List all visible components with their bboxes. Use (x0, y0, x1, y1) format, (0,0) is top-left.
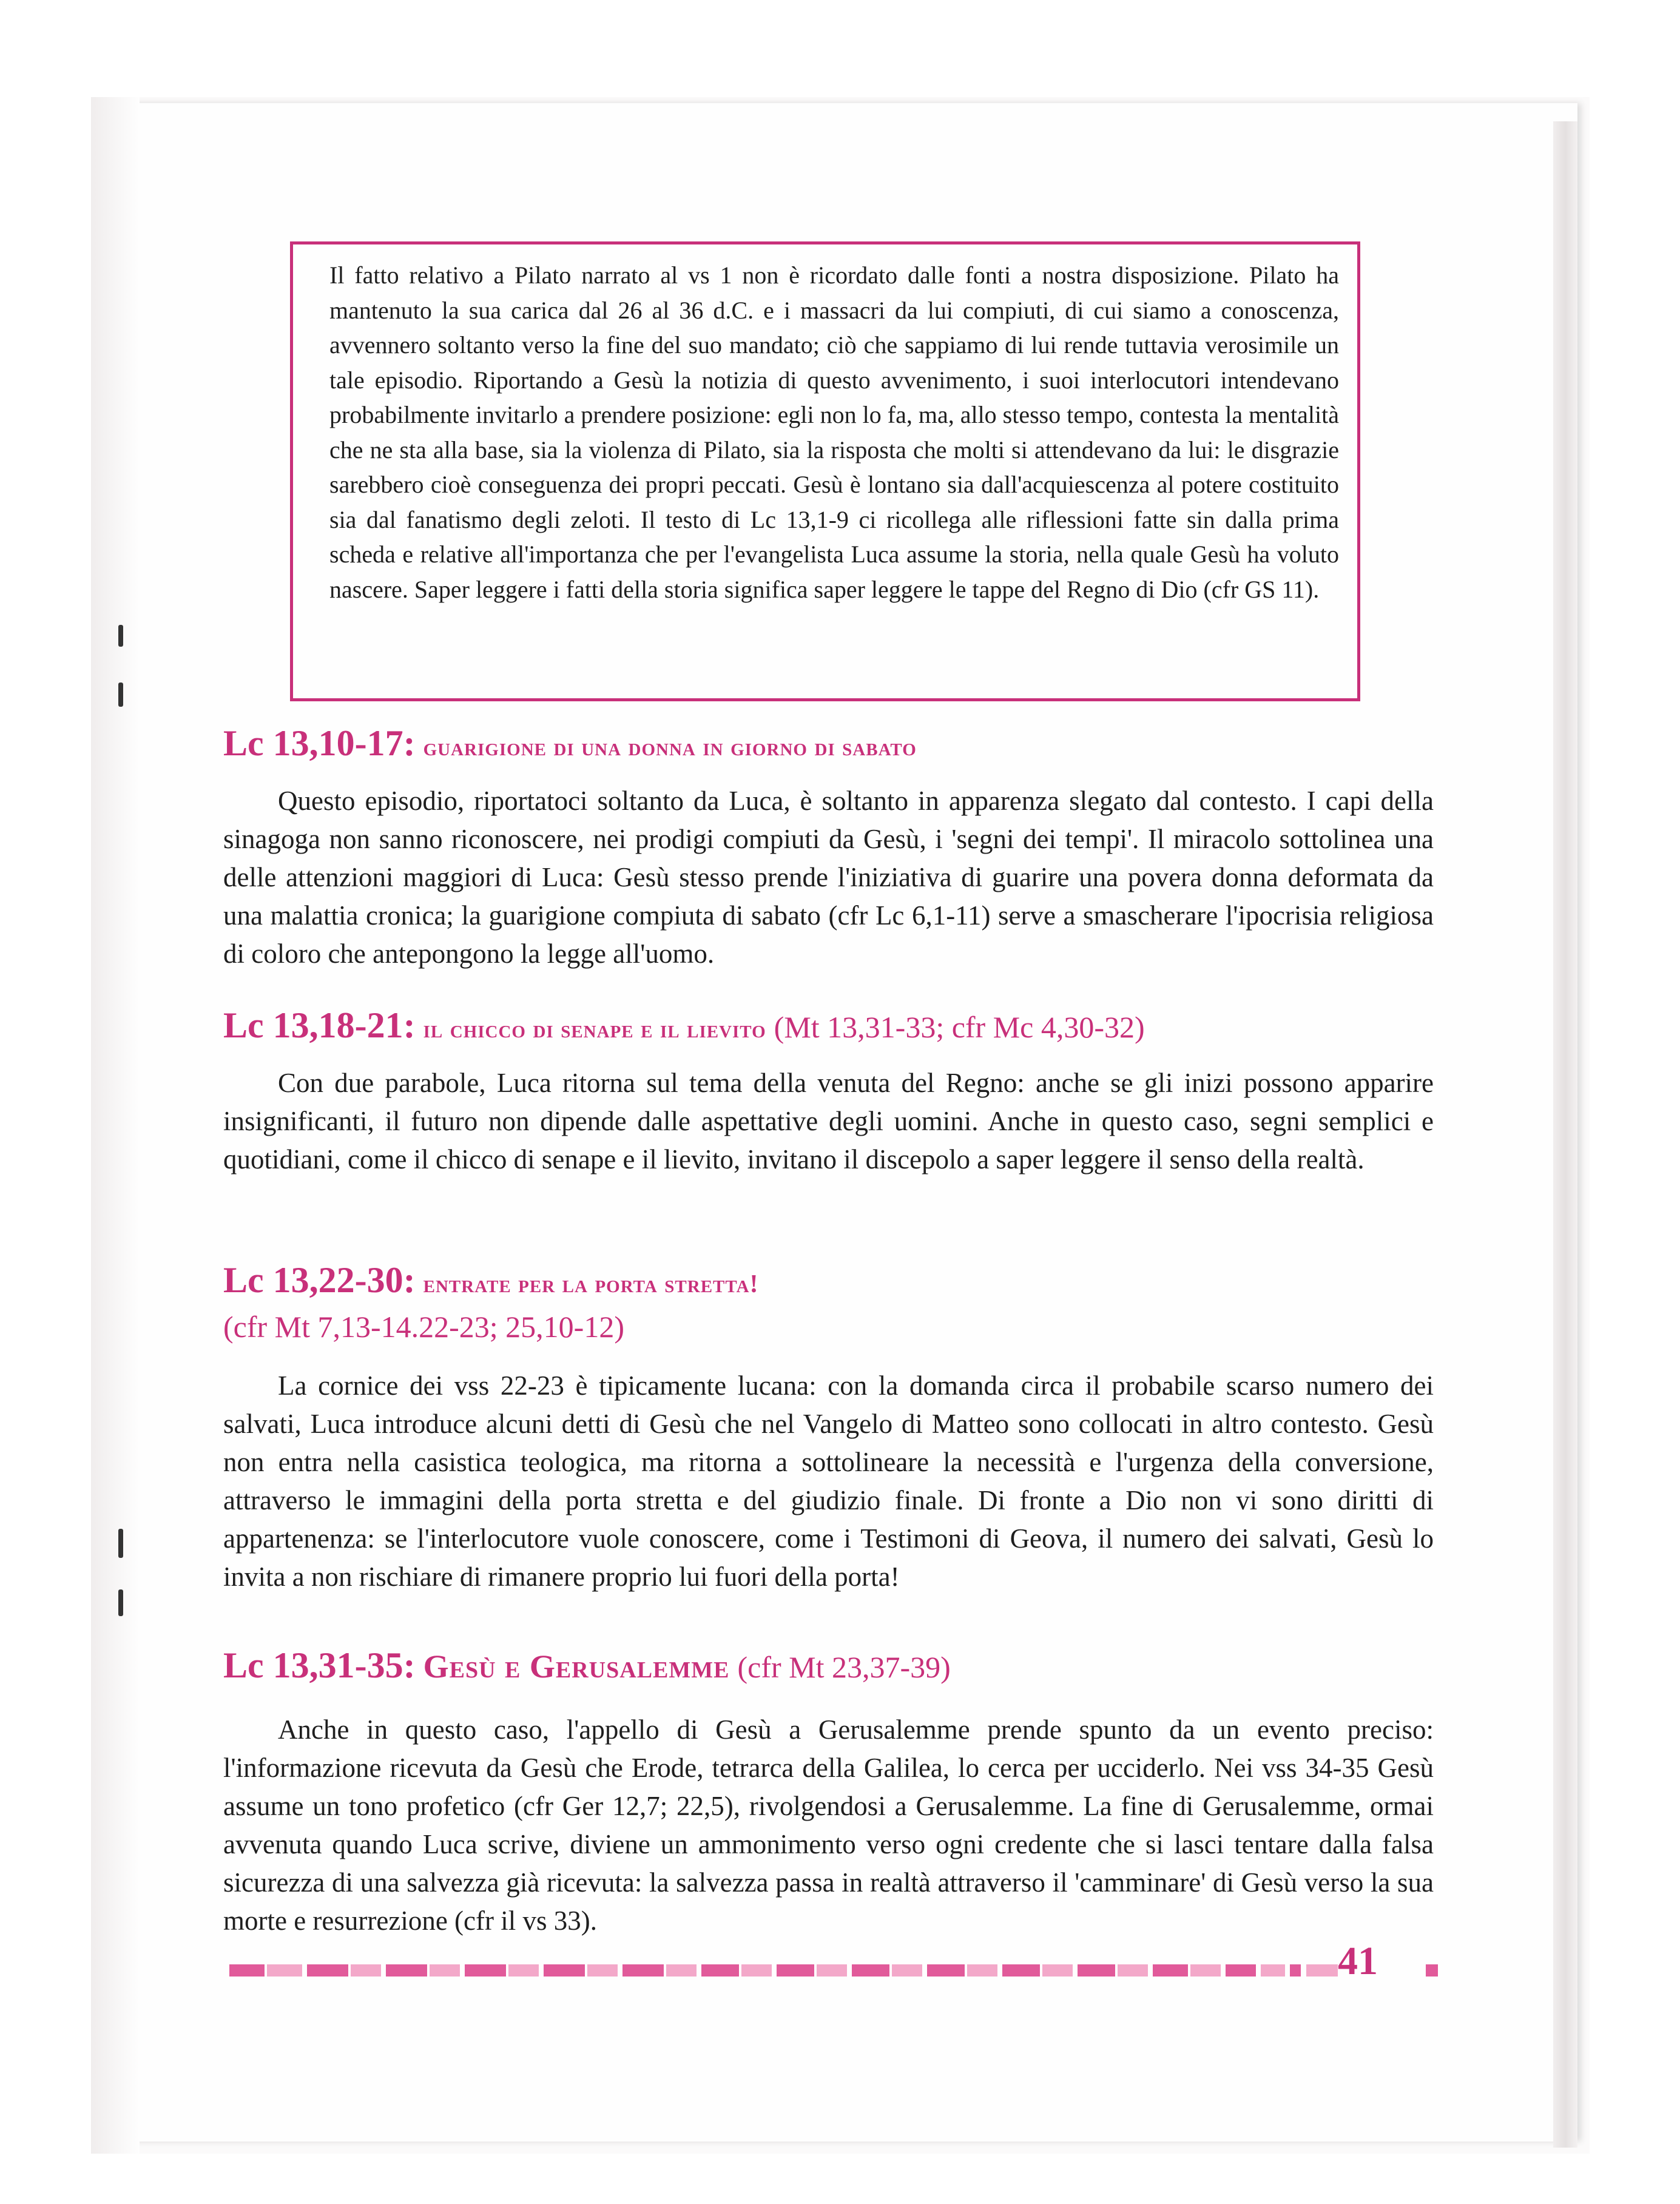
section-title: il chicco di senape e il lievito (423, 1016, 766, 1043)
section-ref: Lc 13,18-21: (223, 1005, 416, 1045)
footer-dash-bar (229, 1958, 1438, 1981)
section-body-text: La cornice dei vss 22-23 è tipicamente lucana: con la domanda circa il probabile scarso numero dei salvati, Luca introduce alcuni detti di Gesù che nel Vangelo di Matteo sono collocati in altro contesto. Gesù non entra nella casistica teologica, ma ritorna a sottolineare la necessità e l'urgenza della conversione, attraverso le immagini della porta stretta e del giudizio finale. Di fronte a Dio non vi sono diritti di appartenenza: se l'interlocutore vuole conoscere, come i Testimoni di Geova, il numero dei salvati, Gesù lo invita a non rischiare di rimanere proprio lui fuori della porta! (223, 1370, 1434, 1592)
section-lc-13-18-21 (223, 1004, 1434, 1179)
footer-dash (622, 1964, 664, 1977)
section-heading (223, 1259, 1434, 1306)
footer-dash (1226, 1964, 1256, 1977)
footer-dash (587, 1964, 618, 1977)
binding-staple-mark (118, 625, 123, 647)
section-body-text: Questo episodio, riportatoci soltanto da Luca, è soltanto in apparenza slegato dal contesto. I capi della sinagoga non sanno riconoscere, nei prodigi compiuti da Gesù, i 'segni dei tempi'. Il miracolo sottolinea una delle attenzioni maggiori di Luca: Gesù stesso prende l'iniziativa di guarire una povera donna deformata da una malattia cronica; la guarigione compiuta di sabato (cfr Lc 6,1-11) serve a smascherare l'ipocrisia religiosa di coloro che antepongono la legge all'uomo. (223, 786, 1434, 969)
section-body-text: Con due parabole, Luca ritorna sul tema della venuta del Regno: anche se gli inizi possono apparire insignificanti, il futuro non dipende dalle aspettative degli uomini. Anche in questo caso, segni semplici e quotidiani, come il chicco di senape e il lievito, invitano il discepolo a saper leggere il senso della realtà. (223, 1068, 1434, 1174)
section-heading (223, 722, 1434, 769)
footer-dash (1261, 1964, 1285, 1977)
footer-dash (465, 1964, 506, 1977)
footer-dash (1118, 1964, 1148, 1977)
section-heading (223, 1004, 1434, 1051)
footer-dash (1290, 1964, 1301, 1977)
section-body (223, 1367, 1434, 1596)
footer-dash (307, 1964, 348, 1977)
section-ref: Lc 13,10-17: (223, 723, 416, 763)
footer-dash (544, 1964, 585, 1977)
pilate-note-box (290, 241, 1360, 701)
section-cfr: (cfr Mt 23,37-39) (737, 1650, 951, 1684)
section-cfr-line (223, 1306, 1434, 1349)
footer-dash (1002, 1964, 1040, 1977)
footer-dash (430, 1964, 460, 1977)
footer-dash (351, 1964, 381, 1977)
section-ref: Lc 13,31-35: (223, 1645, 416, 1685)
footer-dash (817, 1964, 847, 1977)
footer-dash (892, 1964, 922, 1977)
footer-dash (1190, 1964, 1221, 1977)
section-body (223, 782, 1434, 973)
footer-dash (1426, 1964, 1438, 1977)
binding-staple-mark (118, 682, 123, 707)
footer-dash (1078, 1964, 1115, 1977)
footer-dash (741, 1964, 772, 1977)
section-title: guarigione di una donna in giorno di sabato (423, 733, 917, 761)
footer-dash (666, 1964, 697, 1977)
page-edge-stack (1553, 121, 1577, 2148)
section-body-text: Anche in questo caso, l'appello di Gesù a Gerusalemme prende spunto da un evento preciso: l'informazione ricevuta da Gesù che Erode, tetrarca della Galilea, lo cerca per ucciderlo. Nei vss 34-35 Gesù assume un tono profetico (cfr Ger 12,7; 22,5), rivolgendosi a Gerusalemme. La fine di Gerusalemme, ormai avvenuta quando Luca scrive, diviene un ammonimento verso ogni credente che si lasci tentare dalla falsa sicurezza di una salvezza già ricevuta: la salvezza passa in realtà attraverso il 'camminare' di Gesù verso la sua morte e resurrezione (cfr il vs 33). (223, 1714, 1434, 1936)
footer-dash (508, 1964, 539, 1977)
footer-dash (267, 1964, 302, 1977)
footer-dash (852, 1964, 889, 1977)
footer-dash (701, 1964, 739, 1977)
book-gutter (91, 97, 140, 2154)
footer-dash (1306, 1964, 1338, 1977)
section-lc-13-22-30 (223, 1259, 1434, 1596)
section-heading (223, 1644, 1434, 1689)
footer-dash (229, 1964, 265, 1977)
binding-staple-mark (118, 1529, 123, 1558)
footer-dash (1042, 1964, 1073, 1977)
footer-dash (777, 1964, 814, 1977)
section-lc-13-31-35 (223, 1644, 1434, 1940)
footer-dash (967, 1964, 997, 1977)
footer-dash (1153, 1964, 1188, 1977)
section-cfr: (Mt 13,31-33; cfr Mc 4,30-32) (774, 1010, 1145, 1044)
section-lc-13-10-17 (223, 722, 1434, 973)
footer-dash (386, 1964, 427, 1977)
section-title: entrate per la porta stretta! (423, 1270, 759, 1298)
footer-dash (927, 1964, 965, 1977)
note-box-text: Il fatto relativo a Pilato narrato al vs 1 non è ricordato dalle fonti a nostra disposizione. Pilato ha mantenuto la sua carica dal 26 al 36 d.C. e i massacri da lui compiuti, di cui siamo a conoscenza, avvennero soltanto verso la fine del suo mandato; ciò che sappiamo di lui rende tuttavia verosimile un tale episodio. Riportando a Gesù la notizia di questo avvenimento, i suoi interlocutori intendevano probabilmente invitarlo a prendere posizione: egli non lo fa, ma, allo stesso tempo, contesta la mentalità che ne sta alla base, sia la violenza di Pilato, sia la risposta che molti si attendevano da lui: le disgrazie sarebbero cioè conseguenza dei propri peccati. Gesù è lontano sia dall'acquiescenza al potere costituito sia dal fanatismo degli zeloti. Il testo di Lc 13,1-9 ci ricollega alle riflessioni fatte sin dalla prima scheda e relative all'importanza che per l'evangelista Luca assume la storia, nella quale Gesù ha voluto nascere. Saper leggere i fatti della storia significa saper leggere le tappe del Regno di Dio (cfr GS 11). (329, 261, 1339, 603)
section-cfr: (cfr Mt 7,13-14.22-23; 25,10-12) (223, 1310, 624, 1344)
binding-staple-mark (118, 1589, 123, 1616)
section-ref: Lc 13,22-30: (223, 1260, 416, 1300)
section-body (223, 1064, 1434, 1179)
section-title: Gesù e Gerusalemme (423, 1648, 730, 1685)
section-body (223, 1711, 1434, 1940)
page-number: 41 (1338, 1939, 1378, 1983)
